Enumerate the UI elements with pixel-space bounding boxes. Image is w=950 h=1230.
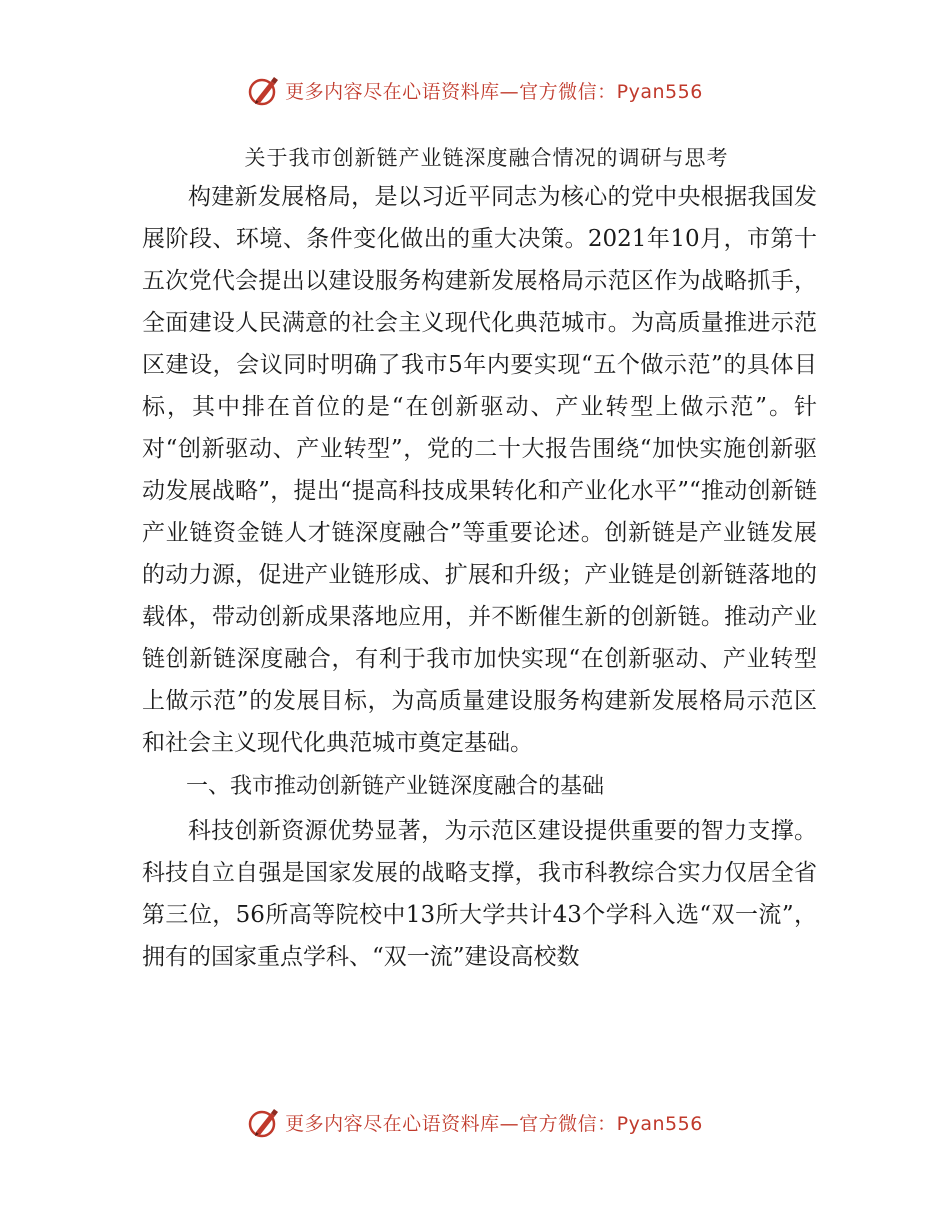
intro-paragraph: 构建新发展格局，是以习近平同志为核心的党中央根据我国发展阶段、环境、条件变化做出的重大决策。2021年10月，市第十五次党代会提出以建设服务构建新发展格局示范区作为战略抓手，全面建设人民满意的社会主义现代化典范城市。为高质量推进示范区建设，会议同时明确了我市5年内要实现“五个做示范”的具体目标，其中排在首位的是“在创新驱动、产业转型上做示范”。针对“创新驱动、产业转型”，党的二十大报告围绕“加快实施创新驱动发展战略”，提出“提高科技成果转化和产业化水平”“推动创新链产业链资金链人才链深度融合”等重要论述。创新链是产业链发展的动力源，促进产业链形成、扩展和升级；产业链是创新链落地的载体，带动创新成果落地应用，并不断催生新的创新链。推动产业链创新链深度融合，有利于我市加快实现“在创新驱动、产业转型上做示范”的发展目标，为高质量建设服务构建新发展格局示范区和社会主义现代化典范城市奠定基础。	[142, 184, 817, 756]
section-heading: 一、我市推动创新链产业链深度融合的基础	[186, 774, 605, 799]
section-paragraph: 科技创新资源优势显著，为示范区建设提供重要的智力支撑。科技自立自强是国家发展的战略支撑，我市科教综合实力仅居全省第三位，56所高等院校中13所大学共计43个学科入选“双一流”，拥有的国家重点学科、“双一流”建设高校数	[142, 818, 817, 970]
watermark-banner-top	[0, 70, 950, 110]
document-body	[142, 140, 817, 978]
pen-circle-logo-icon	[247, 1105, 281, 1139]
watermark-text: 更多内容尽在心语资料库—官方微信：Pyan556	[285, 80, 703, 103]
watermark-text: 更多内容尽在心语资料库—官方微信：Pyan556	[285, 1112, 703, 1135]
watermark-banner-bottom	[0, 1102, 950, 1142]
document-title: 关于我市创新链产业链深度融合情况的调研与思考	[244, 146, 729, 170]
pen-circle-logo-icon	[247, 73, 281, 107]
